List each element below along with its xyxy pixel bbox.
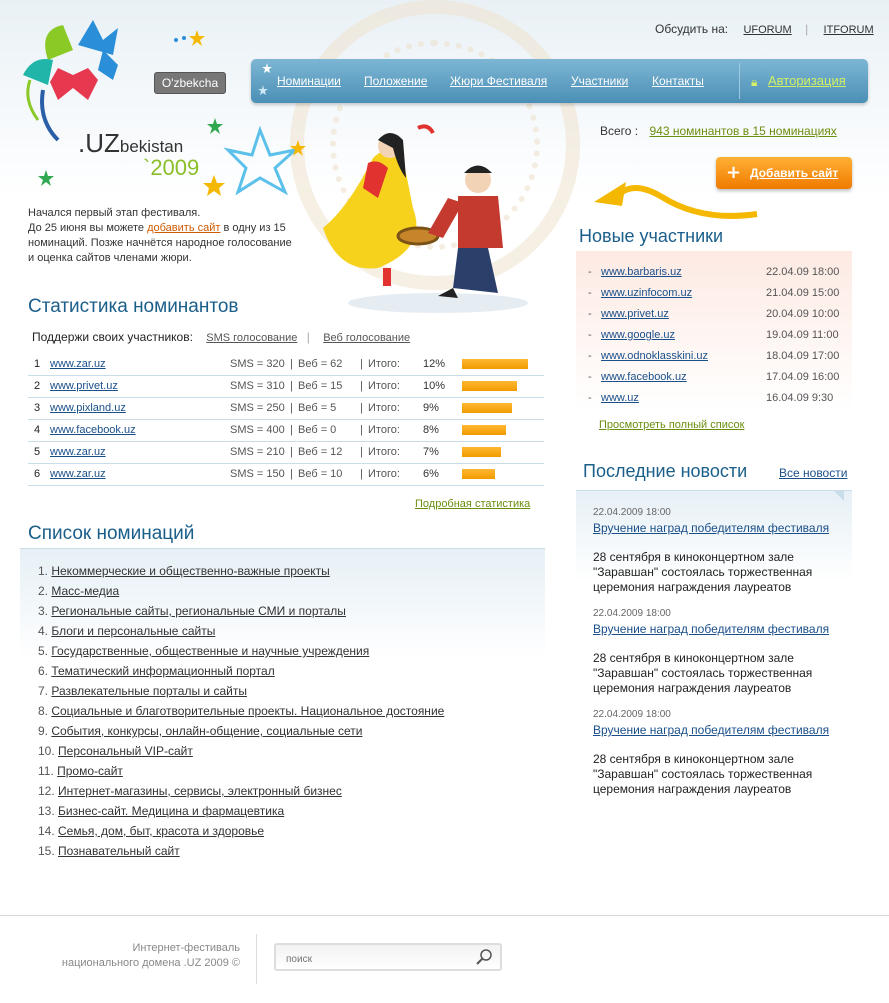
- footer-vertical-divider: [256, 934, 257, 984]
- nomination-item: [38, 844, 444, 864]
- forum-links: [655, 22, 874, 36]
- web-count: Веб = 62: [298, 358, 343, 370]
- intro-line2-post: в одну из 15 номинаций. Позже начнётся народное голосование и оценка сайтов членами жюри.: [28, 222, 292, 264]
- participant-row: [588, 369, 848, 390]
- nomination-link[interactable]: Бизнес-сайт. Медицина и фармацевтика: [58, 804, 285, 818]
- main-navigation: [251, 59, 868, 103]
- participant-date: 19.04.09 11:00: [766, 329, 839, 341]
- nav-rules[interactable]: Положение: [364, 74, 428, 88]
- intro-line1: Начался первый этап фестиваля.: [28, 207, 201, 219]
- nomination-item: [38, 804, 444, 824]
- sms-count: SMS = 150: [230, 468, 285, 480]
- percent-value: 7%: [423, 446, 439, 458]
- nav-login[interactable]: Авторизация: [768, 73, 846, 88]
- nomination-link[interactable]: Развлекательные порталы и сайты: [51, 684, 247, 698]
- participant-row: [588, 306, 848, 327]
- footer-divider: [0, 915, 889, 916]
- rank-number: 4: [34, 424, 41, 436]
- stats-row: [28, 354, 544, 376]
- nomination-number: 10.: [38, 744, 59, 758]
- nomination-item: [38, 704, 444, 724]
- bullet-dash: -: [588, 371, 592, 383]
- nav-jury[interactable]: Жюри Фестиваля: [450, 74, 548, 88]
- stats-row: [28, 398, 544, 420]
- nomination-link[interactable]: Региональные сайты, региональные СМИ и порталы: [51, 604, 346, 618]
- sms-count: SMS = 210: [230, 446, 285, 458]
- rank-number: 5: [34, 446, 41, 458]
- participant-date: 21.04.09 15:00: [766, 287, 840, 299]
- news-item: [593, 608, 833, 696]
- bullet-dash: -: [588, 287, 592, 299]
- separator: |: [360, 380, 363, 392]
- nomination-link[interactable]: Персональный VIP-сайт: [58, 744, 193, 758]
- stats-title: Статистика номинантов: [28, 296, 239, 317]
- participant-link[interactable]: www.uzinfocom.uz: [601, 287, 693, 299]
- nav-contacts[interactable]: Контакты: [652, 74, 704, 88]
- site-link[interactable]: www.pixland.uz: [50, 402, 126, 414]
- nomination-link[interactable]: События, конкурсы, онлайн-общение, социальные сети: [51, 724, 363, 738]
- nomination-number: 3.: [38, 604, 52, 618]
- star-green: [36, 168, 56, 188]
- nomination-item: [38, 584, 444, 604]
- nomination-link[interactable]: Социальные и благотворительные проекты. Национальное достояние: [51, 704, 445, 718]
- add-site-label: Добавить сайт: [750, 166, 839, 180]
- news-item: [593, 709, 833, 797]
- percent-value: 12%: [423, 358, 446, 370]
- search-box: [274, 943, 502, 971]
- total-label: Итого:: [368, 358, 400, 370]
- sms-count: SMS = 400: [230, 424, 285, 436]
- separator: |: [290, 468, 293, 480]
- news-text: 28 сентября в киноконцертном зале "Заравшан" состоялась торжественная церемония награждения лауреатов: [593, 550, 813, 594]
- total-link[interactable]: 943 номинантов в 15 номинациях: [649, 124, 837, 138]
- intro-line2-pre: До 25 июня вы можете: [28, 222, 148, 234]
- participant-date: 20.04.09 10:00: [766, 308, 840, 320]
- percent-bar: [462, 425, 506, 435]
- nomination-number: 13.: [38, 804, 59, 818]
- nav-nominations[interactable]: Номинации: [277, 74, 341, 88]
- search-icon[interactable]: [476, 948, 494, 966]
- nomination-number: 6.: [38, 664, 52, 678]
- separator: |: [290, 446, 293, 458]
- nomination-link[interactable]: Некоммерческие и общественно-важные проекты: [51, 564, 330, 578]
- add-site-button[interactable]: [716, 157, 852, 189]
- stats-row: [28, 376, 544, 398]
- nomination-number: 7.: [38, 684, 52, 698]
- percent-value: 8%: [423, 424, 439, 436]
- web-count: Веб = 5: [298, 402, 337, 414]
- nominations-list: [38, 564, 444, 864]
- lock-icon: 🔒︎: [751, 75, 758, 89]
- nomination-number: 2.: [38, 584, 52, 598]
- nomination-number: 9.: [38, 724, 52, 738]
- full-list-link[interactable]: Просмотреть полный список: [599, 419, 745, 431]
- site-link[interactable]: www.facebook.uz: [50, 424, 136, 436]
- web-count: Веб = 15: [298, 380, 343, 392]
- web-count: Веб = 12: [298, 446, 343, 458]
- stats-row: [28, 442, 544, 464]
- stats-row: [28, 464, 544, 486]
- percent-value: 9%: [423, 402, 439, 414]
- percent-bar: [462, 381, 517, 391]
- bullet-dash: -: [588, 308, 592, 320]
- footer-line1: Интернет-фестиваль: [132, 942, 240, 954]
- bullet-dash: -: [588, 266, 592, 278]
- nav-stars-icon: [255, 61, 277, 99]
- plus-icon: +: [726, 162, 742, 183]
- bullet-dash: -: [588, 350, 592, 362]
- separator: |: [306, 330, 310, 344]
- nomination-item: [38, 644, 444, 664]
- nav-participants[interactable]: Участники: [571, 74, 629, 88]
- percent-bar: [462, 403, 512, 413]
- site-link[interactable]: www.privet.uz: [50, 380, 118, 392]
- site-link[interactable]: www.zar.uz: [50, 446, 106, 458]
- separator: |: [290, 358, 293, 370]
- nomination-item: [38, 624, 444, 644]
- logo-year: `2009: [143, 155, 200, 180]
- separator: |: [360, 446, 363, 458]
- site-link[interactable]: www.zar.uz: [50, 358, 106, 370]
- rank-number: 1: [34, 358, 41, 370]
- separator: |: [290, 402, 293, 414]
- nomination-link[interactable]: Познавательный сайт: [58, 844, 180, 858]
- nomination-link[interactable]: Тематический информационный портал: [51, 664, 275, 678]
- participant-date: 18.04.09 17:00: [766, 350, 840, 362]
- nomination-link[interactable]: Семья, дом, быт, красота и здоровье: [58, 824, 265, 838]
- stars-decoration-2: [200, 100, 320, 200]
- nav-divider: [739, 63, 740, 99]
- percent-bar: [462, 447, 501, 457]
- total-label: Итого:: [368, 446, 400, 458]
- support-label: Поддержи своих участников:: [32, 330, 193, 344]
- support-voting: [32, 330, 410, 344]
- participant-date: 16.04.09 9:30: [766, 392, 834, 404]
- site-link[interactable]: www.zar.uz: [50, 468, 106, 480]
- nomination-number: 14.: [38, 824, 59, 838]
- new-participants-list: [588, 264, 848, 411]
- total-label: Итого:: [368, 424, 400, 436]
- participant-row: [588, 327, 848, 348]
- nomination-item: [38, 684, 444, 704]
- language-switch-button[interactable]: O'zbekcha: [154, 72, 226, 94]
- total-label: Итого:: [368, 380, 400, 392]
- participant-link[interactable]: www.privet.uz: [601, 308, 669, 320]
- news-text: 28 сентября в киноконцертном зале "Заравшан" состоялась торжественная церемония награждения лауреатов: [593, 752, 813, 796]
- news-text: 28 сентября в киноконцертном зале "Заравшан" состоялась торжественная церемония награждения лауреатов: [593, 651, 813, 695]
- dancers-illustration: [318, 118, 538, 318]
- separator: |: [360, 424, 363, 436]
- corner-fold: [834, 491, 844, 501]
- latest-news-title: Последние новости: [583, 461, 748, 481]
- nominations-title: Список номинаций: [28, 523, 195, 544]
- news-date: 22.04.2009 18:00: [593, 709, 671, 720]
- total-summary: [600, 124, 837, 138]
- stats-row: [28, 420, 544, 442]
- news-date: 22.04.2009 18:00: [593, 507, 671, 518]
- nomination-item: [38, 724, 444, 744]
- sms-count: SMS = 250: [230, 402, 285, 414]
- sms-voting-link[interactable]: SMS голосование: [206, 332, 298, 344]
- nomination-item: [38, 784, 444, 804]
- web-count: Веб = 10: [298, 468, 343, 480]
- percent-bar: [462, 469, 495, 479]
- participant-link[interactable]: www.uz: [601, 392, 639, 404]
- uforum-link[interactable]: UFORUM: [743, 24, 792, 36]
- participant-link[interactable]: www.google.uz: [601, 329, 675, 341]
- nomination-number: 4.: [38, 624, 52, 638]
- separator: |: [290, 424, 293, 436]
- participant-row: [588, 348, 848, 369]
- rank-number: 3: [34, 402, 41, 414]
- new-participants-title: Новые участники: [579, 226, 724, 246]
- stars-decoration: [170, 28, 210, 48]
- sms-count: SMS = 310: [230, 380, 285, 392]
- nomination-item: [38, 824, 444, 844]
- news-title-link[interactable]: Вручение наград победителям фестиваля: [593, 622, 830, 636]
- nomination-link[interactable]: Блоги и персональные сайты: [51, 624, 216, 638]
- separator: |: [290, 380, 293, 392]
- footer-line2: национального домена .UZ 2009 ©: [61, 957, 240, 969]
- separator: |: [360, 402, 363, 414]
- nomination-link[interactable]: Промо-сайт: [57, 764, 123, 778]
- nomination-number: 1.: [38, 564, 52, 578]
- nomination-item: [38, 764, 444, 784]
- participant-row: [588, 390, 848, 411]
- nomination-number: 5.: [38, 644, 52, 658]
- stats-table: [28, 354, 544, 486]
- separator: |: [360, 468, 363, 480]
- total-label: Всего :: [600, 124, 639, 138]
- nomination-item: [38, 664, 444, 684]
- nomination-link[interactable]: Государственные, общественные и научные учреждения: [51, 644, 370, 658]
- nomination-number: 11.: [38, 764, 58, 778]
- news-date: 22.04.2009 18:00: [593, 608, 671, 619]
- total-label: Итого:: [368, 402, 400, 414]
- search-input[interactable]: [284, 951, 473, 967]
- participant-row: [588, 264, 848, 285]
- footer-copyright: [40, 941, 240, 971]
- logo-text: .UZbekistan: [78, 128, 184, 158]
- news-title-link[interactable]: Вручение наград победителям фестиваля: [593, 723, 830, 737]
- nomination-link[interactable]: Масс-медиа: [51, 584, 120, 598]
- percent-value: 6%: [423, 468, 439, 480]
- percent-bar: [462, 359, 528, 369]
- web-voting-link[interactable]: Веб голосование: [323, 332, 411, 344]
- bullet-dash: -: [588, 329, 592, 341]
- itforum-link[interactable]: ITFORUM: [823, 24, 874, 36]
- participant-date: 17.04.09 16:00: [766, 371, 840, 383]
- nomination-number: 12.: [38, 784, 59, 798]
- participant-date: 22.04.09 18:00: [766, 266, 840, 278]
- separator: |: [360, 358, 363, 370]
- sms-count: SMS = 320: [230, 358, 285, 370]
- nomination-link[interactable]: Интернет-магазины, сервисы, электронный бизнес: [58, 784, 342, 798]
- rank-number: 6: [34, 468, 41, 480]
- news-title-link[interactable]: Вручение наград победителям фестиваля: [593, 521, 830, 535]
- nomination-number: 15.: [38, 844, 59, 858]
- all-news-link[interactable]: Все новости: [779, 466, 848, 480]
- participant-link[interactable]: www.facebook.uz: [601, 371, 687, 383]
- participant-link[interactable]: www.barbaris.uz: [601, 266, 682, 278]
- nomination-item: [38, 564, 444, 584]
- total-label: Итого:: [368, 468, 400, 480]
- detailed-stats-link[interactable]: Подробная статистика: [415, 498, 531, 510]
- separator: |: [805, 22, 809, 36]
- nomination-number: 8.: [38, 704, 52, 718]
- nomination-item: [38, 604, 444, 624]
- percent-value: 10%: [423, 380, 446, 392]
- add-site-link[interactable]: добавить сайт: [147, 222, 221, 234]
- nomination-item: [38, 744, 444, 764]
- participant-link[interactable]: www.odnoklasskini.uz: [601, 350, 708, 362]
- participant-row: [588, 285, 848, 306]
- rank-number: 2: [34, 380, 41, 392]
- bullet-dash: -: [588, 392, 592, 404]
- intro-text: [28, 206, 298, 266]
- news-item: [593, 507, 833, 595]
- web-count: Веб = 0: [298, 424, 337, 436]
- forum-label: Обсудить на:: [655, 22, 729, 36]
